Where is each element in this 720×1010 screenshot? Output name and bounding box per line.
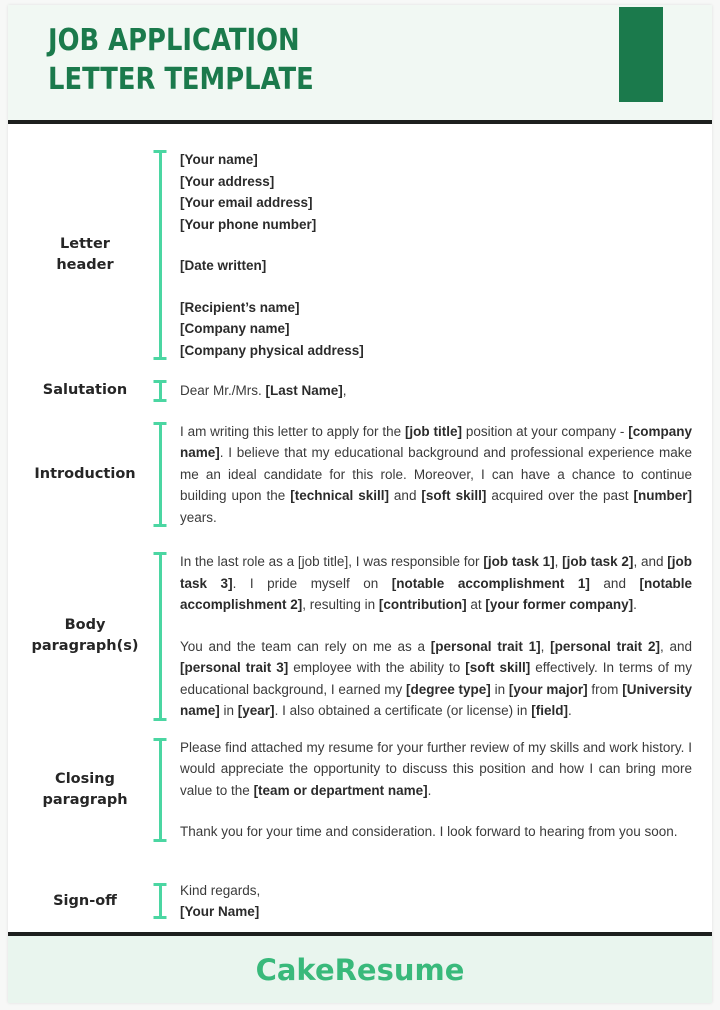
- content-block: [180, 149, 692, 235]
- content-paragraph: [180, 551, 692, 616]
- placeholder-token: [notable accomplishment 1]: [391, 575, 590, 591]
- content-line: [180, 880, 692, 902]
- bracket-column: [140, 149, 180, 361]
- placeholder-token: [Last Name]: [265, 383, 343, 398]
- content-paragraph: [180, 737, 692, 802]
- section-content-closing-paragraph: [180, 737, 692, 843]
- content-line: [180, 171, 692, 193]
- document-header: [8, 5, 712, 120]
- placeholder-token: [personal trait 3]: [180, 660, 289, 675]
- placeholder-token: [personal trait 2]: [550, 638, 660, 654]
- placeholder-token: [notable accomplishment 2]: [180, 575, 692, 612]
- section-content-salutation: [180, 380, 692, 402]
- placeholder-token: [job task 3]: [180, 554, 692, 591]
- section-content-body-paragraphs: [180, 551, 692, 722]
- section-label-salutation: Salutation: [42, 382, 128, 399]
- placeholder-token: [job title]: [404, 423, 462, 439]
- section-bracket: [159, 739, 162, 841]
- placeholder-token: [Your phone number]: [180, 216, 317, 232]
- placeholder-token: [Date written]: [180, 258, 267, 273]
- accent-rectangle: [619, 7, 663, 102]
- placeholder-token: [your major]: [508, 681, 588, 697]
- page-title-line-1: JOB APPLICATION: [48, 23, 300, 58]
- placeholder-token: [job task 1]: [483, 554, 555, 569]
- placeholder-token: [soft skill]: [465, 660, 531, 675]
- text-run: in: [219, 703, 238, 718]
- content-paragraph: [180, 380, 692, 402]
- content-line: [180, 192, 692, 214]
- document-card: [8, 5, 712, 1003]
- placeholder-token: [Company name]: [180, 321, 290, 336]
- text-run: . I pride myself on: [232, 575, 392, 591]
- content-block: [180, 821, 692, 843]
- content-block: [180, 421, 692, 529]
- section-label-letter-header: Letter header: [56, 236, 114, 273]
- text-run: I am writing this letter to apply for the: [180, 423, 405, 439]
- text-run: effectively. In terms of my educational background, I earned my: [180, 660, 692, 697]
- page-title: [48, 21, 314, 99]
- bracket-column: [140, 421, 180, 529]
- section-label-introduction: Introduction: [34, 465, 136, 482]
- content-block: [180, 636, 692, 722]
- text-run: , and: [633, 554, 668, 569]
- placeholder-token: [job task 2]: [562, 554, 634, 569]
- content-block: [180, 551, 692, 616]
- section-bracket: [159, 884, 162, 918]
- placeholder-token: [technical skill]: [290, 488, 389, 503]
- section-bracket: [159, 151, 162, 359]
- content-line: [180, 318, 692, 340]
- text-run: years.: [180, 509, 217, 525]
- content-line: [180, 214, 692, 236]
- text-run: ,: [342, 383, 347, 398]
- section-content-sign-off: [180, 880, 692, 923]
- text-run: You and the team can rely on me as a: [180, 638, 431, 654]
- content-paragraph: [180, 821, 692, 843]
- placeholder-token: [field]: [531, 703, 568, 718]
- text-run: from: [587, 681, 623, 697]
- content-block: [180, 255, 692, 277]
- text-run: ,: [540, 638, 551, 654]
- placeholder-token: [Recipient’s name]: [180, 299, 300, 315]
- placeholder-token: [company name]: [180, 423, 692, 460]
- section-content-letter-header: [180, 149, 692, 361]
- section-content-introduction: [180, 421, 692, 529]
- placeholder-token: [University name]: [180, 681, 692, 718]
- placeholder-token: [team or department name]: [253, 782, 428, 798]
- placeholder-token: [your former company]: [485, 597, 634, 612]
- text-run: . I believe that my educational background and professional experience make me an ideal candidate for this role. Moreover, I can have a chance to continue building upon the: [180, 445, 692, 503]
- bracket-column: [140, 551, 180, 722]
- section-body-paragraphs: [30, 551, 692, 722]
- text-run: position at your company -: [462, 423, 629, 439]
- placeholder-token: [contribution]: [378, 597, 467, 612]
- content-block: [180, 880, 692, 923]
- content-line: [180, 149, 692, 171]
- text-run: in: [490, 681, 509, 697]
- text-run: .: [427, 782, 432, 798]
- text-run: at: [466, 597, 486, 612]
- placeholder-token: [Company physical address]: [180, 342, 364, 358]
- text-run: Dear Mr./Mrs.: [180, 383, 266, 398]
- placeholder-token: [Your email address]: [180, 195, 313, 210]
- text-run: , resulting in: [302, 597, 379, 612]
- section-label-closing-paragraph: Closing paragraph: [42, 770, 128, 808]
- text-run: ,: [554, 554, 563, 569]
- section-label-sign-off: Sign-off: [53, 892, 117, 909]
- brand-logo: CakeResume: [255, 952, 465, 987]
- content-block: [180, 380, 692, 402]
- text-run: employee with the ability to: [288, 660, 466, 675]
- section-letter-header: [30, 149, 692, 361]
- placeholder-token: [Your address]: [180, 173, 275, 189]
- text-run: . I also obtained a certificate (or license) in: [274, 703, 532, 718]
- section-bracket: [159, 381, 162, 401]
- text-run: and: [388, 488, 422, 503]
- text-run: .: [567, 703, 572, 718]
- content-line: [180, 255, 692, 277]
- text-run: Kind regards,: [180, 882, 261, 898]
- section-bracket: [159, 553, 162, 720]
- placeholder-token: [soft skill]: [421, 488, 487, 503]
- section-closing-paragraph: [30, 737, 692, 843]
- section-label-body-paragraphs: Body paragraph(s): [31, 617, 139, 655]
- content-paragraph: [180, 421, 692, 529]
- text-run: Thank you for your time and consideration. I look forward to hearing from you soon.: [180, 824, 678, 839]
- placeholder-token: [Your Name]: [180, 904, 260, 919]
- section-sign-off: [30, 880, 692, 923]
- bracket-column: [140, 737, 180, 843]
- text-run: Please find attached my resume for your further review of my skills and work history. I would appreciate the opportunity to discuss this position and how I can bring more value to the: [180, 739, 692, 798]
- document-footer: [8, 936, 712, 1003]
- section-introduction: [30, 421, 692, 529]
- section-bracket: [159, 423, 162, 527]
- letter-sections: [8, 124, 712, 932]
- content-block: [180, 297, 692, 362]
- section-salutation: [30, 380, 692, 402]
- content-block: [180, 737, 692, 802]
- content-line: [180, 297, 692, 319]
- content-line: [180, 901, 692, 923]
- placeholder-token: [year]: [237, 703, 275, 718]
- placeholder-token: [personal trait 1]: [430, 638, 541, 654]
- content-paragraph: [180, 636, 692, 722]
- page-title-line-2: LETTER TEMPLATE: [48, 62, 314, 97]
- bracket-column: [140, 880, 180, 923]
- text-run: , and: [659, 638, 692, 654]
- placeholder-token: [Your name]: [180, 152, 258, 167]
- text-run: .: [633, 597, 637, 612]
- placeholder-token: [degree type]: [406, 681, 491, 697]
- text-run: and: [589, 575, 640, 591]
- bracket-column: [140, 380, 180, 402]
- content-line: [180, 340, 692, 362]
- text-run: acquired over the past: [486, 488, 634, 503]
- placeholder-token: [number]: [633, 488, 692, 503]
- text-run: In the last role as a [job title], I was responsible for: [180, 554, 484, 569]
